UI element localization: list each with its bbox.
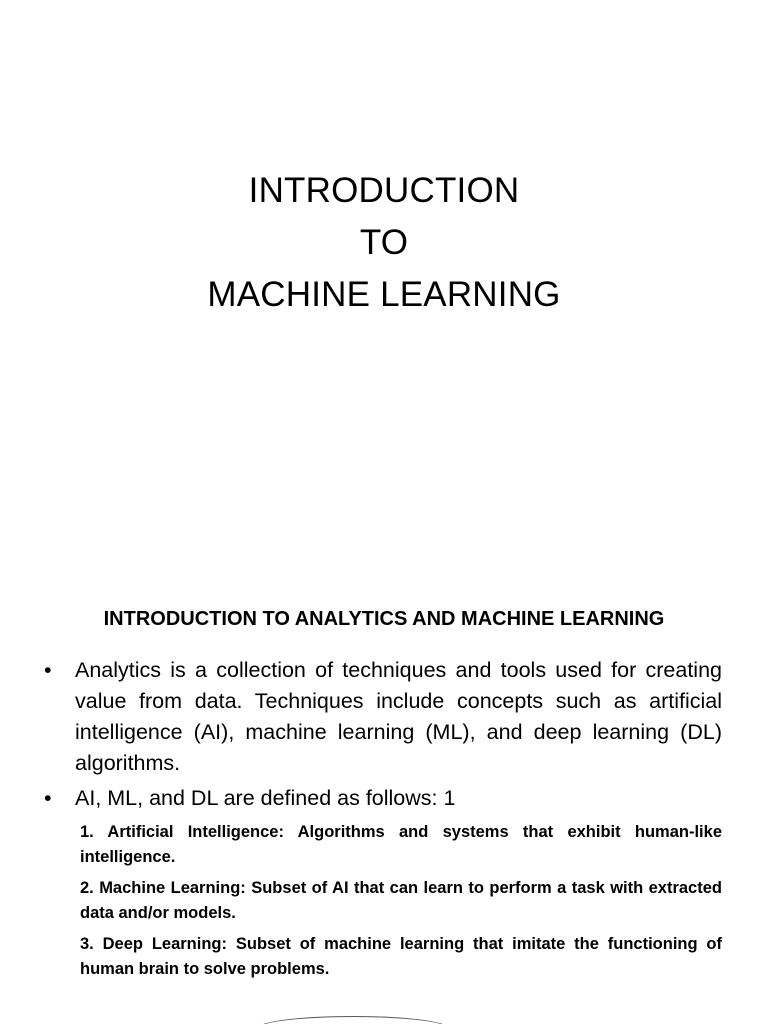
slide-title <box>0 165 768 321</box>
definition-ai: 1. Artificial Intelligence: Algorithms and systems that exhibit human-like intelligence. <box>80 823 722 866</box>
definition-list <box>80 820 722 988</box>
diagram-ellipse-fragment <box>258 1016 448 1024</box>
title-line-2: TO <box>359 223 409 262</box>
bullet-icon: • <box>44 786 52 810</box>
content-heading: INTRODUCTION TO ANALYTICS AND MACHINE LEARNING <box>103 608 665 630</box>
bullet-list <box>42 655 722 818</box>
bullet-item <box>42 655 722 779</box>
bullet-text: AI, ML, and DL are defined as follows: 1 <box>75 786 456 810</box>
title-line-3: MACHINE LEARNING <box>207 275 561 314</box>
title-line-1: INTRODUCTION <box>248 171 520 210</box>
definition-dl: 3. Deep Learning: Subset of machine learning that imitate the functioning of human brain to solve problems. <box>80 935 722 978</box>
bullet-icon: • <box>44 658 52 682</box>
bullet-text: Analytics is a collection of techniques and tools used for creating value from data. Techniques include concepts such as artificial intelligence (AI), machine learning (ML), and deep learning (DL) algorithms. <box>75 658 722 775</box>
definition-ml: 2. Machine Learning: Subset of AI that can learn to perform a task with extracted data and/or models. <box>80 879 722 922</box>
bullet-item <box>42 783 722 814</box>
content-slide <box>0 575 768 1024</box>
